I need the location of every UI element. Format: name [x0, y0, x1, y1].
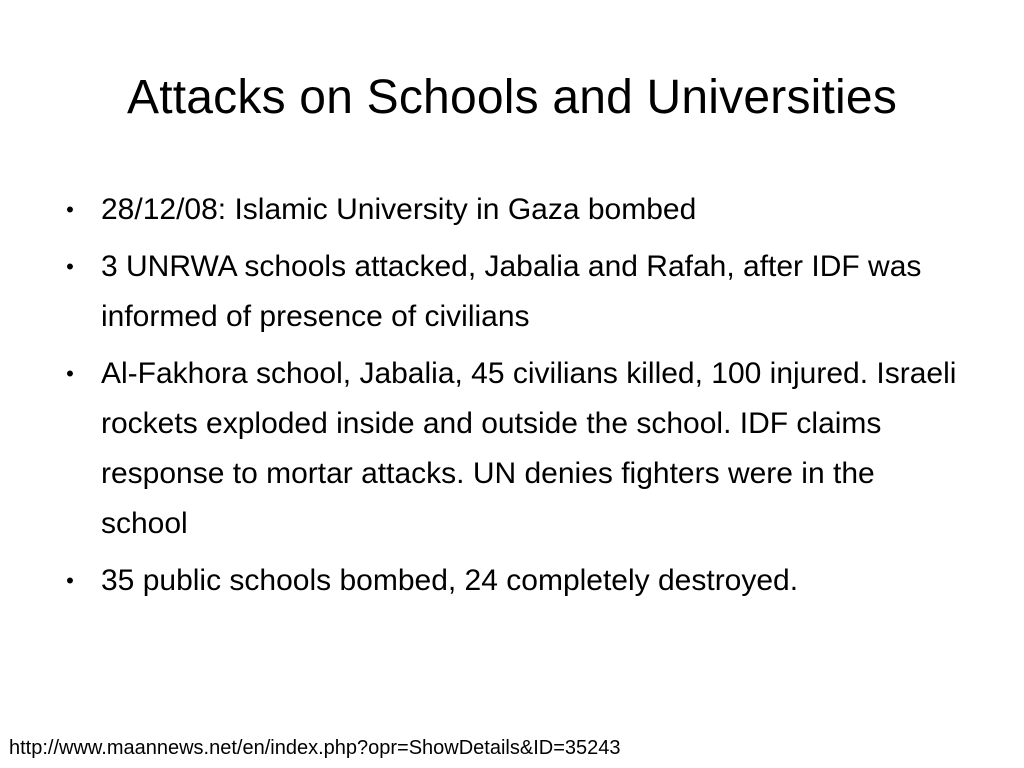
bullet-text: Al-Fakhora school, Jabalia, 45 civilians killed, 100 injured. Israeli rockets exploded inside and outside the school. IDF claims response to mortar attacks. UN denies fighters were in the school [101, 357, 957, 540]
bullet-item [60, 556, 960, 606]
bullet-list [60, 185, 960, 613]
bullet-item [60, 242, 960, 342]
bullet-dot-icon: • [66, 197, 74, 222]
bullet-text: 3 UNRWA schools attacked, Jabalia and Rafah, after IDF was informed of presence of civilians [101, 250, 922, 333]
slide-title: Attacks on Schools and Universities [126, 71, 898, 124]
bullet-dot-icon: • [66, 254, 74, 279]
bullet-text: 35 public schools bombed, 24 completely destroyed. [101, 564, 799, 597]
bullet-item [60, 185, 960, 235]
bullet-item [60, 349, 960, 549]
bullet-dot-icon: • [66, 568, 74, 593]
bullet-text: 28/12/08: Islamic University in Gaza bombed [101, 193, 697, 226]
source-url: http://www.maannews.net/en/index.php?opr=ShowDetails&ID=35243 [9, 737, 621, 759]
bullet-dot-icon: • [66, 361, 74, 386]
